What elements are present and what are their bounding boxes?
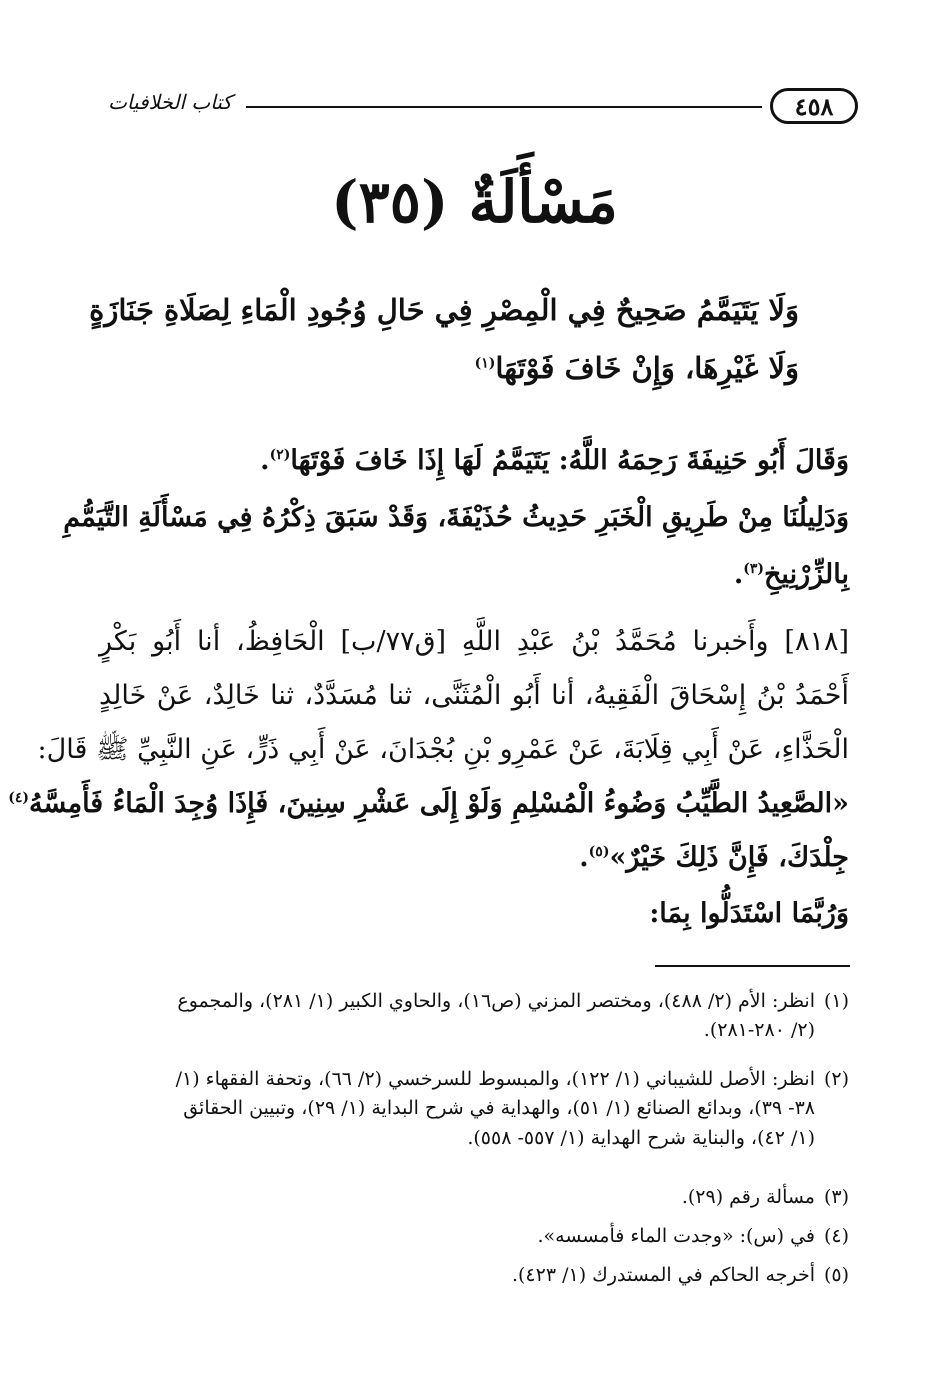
header-rule: [246, 106, 762, 108]
footnote-text: (٢/ ٢٨٠-٢٨١).: [703, 1019, 815, 1042]
statement-text: وَلَا غَيْرِهَا، وَإِنْ خَافَ فَوْتَهَا: [495, 351, 799, 385]
paragraph-text: وَدَلِيلُنَا مِنْ طَرِيقِ الْخَبَرِ حَدِيثُ حُذَيْفَةَ، وَقَدْ سَبَقَ ذِكْرُهُ فِي مَسْأَلَةِ التَّيَمُّمِ: [63, 502, 849, 533]
footnote-number: (٣): [823, 1186, 849, 1208]
footnote-text: مسألة رقم (٢٩).: [681, 1186, 815, 1208]
footnote-ref: (٢): [269, 447, 291, 463]
statement-text: وَلَا يَتَيَمَّمُ صَحِيحٌ فِي الْمِصْرِ فِي حَالِ وُجُودِ الْمَاءِ لِصَلَاةِ جَنَازَةٍ: [89, 293, 799, 327]
footnote-number: (١): [823, 990, 849, 1012]
footnote-text: انظر: الأم (٢/ ٤٨٨)، ومختصر المزني (ص١٦)، والحاوي الكبير (١/ ٢٨١)، والمجموع: [177, 990, 815, 1012]
hadith-line-4: [8, 786, 849, 821]
footnote-number: (٢): [823, 1068, 849, 1090]
footnote-ref: (٥): [588, 844, 610, 860]
issue-statement-line-2: [149, 350, 799, 388]
footnote-2: [99, 1065, 849, 1153]
paragraph-text: وَقَالَ أَبُو حَنِيفَةَ رَحِمَهُ اللَّهُ: يَتَيَمَّمُ لَهَا إِذَا خَافَ فَوْتَهَا: [290, 445, 849, 476]
hadith-line-5: [99, 840, 849, 875]
paragraph-evidence-line-2: [99, 557, 849, 592]
footnote-ref: (٤): [8, 790, 30, 806]
hadith-text: «الصَّعِيدُ الطَّيِّبُ وَضُوءُ الْمُسْلِمِ وَلَوْ إِلَى عَشْرِ سِنِينَ، فَإِذَا وُجِدَ الْمَاءُ فَأَمِسَّهُ: [29, 788, 849, 819]
hadith-text: الْحَذَّاءِ، عَنْ أَبِي قِلَابَةَ، عَنْ عَمْرِو بْنِ بُجْدَانَ، عَنْ أَبِي ذَرٍّ، عَنِ النَّبِيِّ ﷺ قَالَ:: [37, 734, 849, 765]
hadith-text: جِلْدَكَ، فَإِنَّ ذَلِكَ خَيْرٌ»: [609, 842, 849, 873]
issue-statement-line-1: [89, 292, 799, 330]
page-number: ٤٥٨: [770, 88, 858, 124]
paragraph-evidence-line-1: [63, 500, 849, 535]
hadith-line-3: [37, 732, 849, 767]
punctuation: .: [260, 445, 270, 476]
footnote-1: [99, 987, 849, 1046]
paragraph-text: بِالزِّرْنِيخِ: [764, 559, 849, 590]
footnote-text: ٣٨- ٣٩)، وبدائع الصنائع (١/ ٥١)، والهداية في شرح البداية (١/ ٢٩)، وتبيين الحقائق: [183, 1097, 815, 1120]
footnote-text: انظر: الأصل للشيباني (١/ ١٢٢)، والمبسوط للسرخسي (٢/ ٦٦)، وتحفة الفقهاء (١/: [175, 1068, 815, 1090]
footnote-5: [99, 1261, 849, 1290]
footnote-text: أخرجه الحاكم في المستدرك (١/ ٤٢٣).: [511, 1264, 815, 1286]
footnote-3: [99, 1183, 849, 1212]
footnote-text: (١/ ٤٢)، والبناية شرح الهداية (١/ ٥٥٧- ٥٥٨).: [467, 1126, 815, 1149]
hadith-line-2: [99, 678, 849, 713]
issue-title: مَسْأَلَةٌ (٣٥): [331, 168, 618, 236]
hadith-text: [٨١٨] وأَخبرنا مُحَمَّدُ بْنُ عَبْدِ اللَّهِ [ق٧٧/ب] الْحَافِظُ، أنا أَبُو بَكْرٍ: [99, 626, 850, 657]
book-title: كتاب الخلافيات: [108, 90, 232, 114]
footnote-text: في (س): «وجدت الماء فأمسسه».: [537, 1225, 815, 1247]
footnote-separator: [655, 965, 850, 967]
footnote-number: (٤): [823, 1225, 849, 1247]
paragraph-they-argue: [99, 896, 849, 931]
footnote-ref: (١): [474, 355, 496, 372]
punctuation: .: [579, 842, 589, 873]
paragraph-text: وَرُبَّمَا اسْتَدَلُّوا بِمَا:: [649, 898, 849, 929]
punctuation: .: [733, 559, 744, 590]
hadith-line-1: [99, 624, 849, 659]
paragraph-abu-hanifa: [99, 443, 849, 478]
footnote-number: (٥): [823, 1264, 849, 1286]
hadith-text: أَحْمَدُ بْنُ إِسْحَاقَ الْفَقِيهُ، أنا أَبُو الْمُثَنَّى، ثنا مُسَدَّدٌ، ثنا خَالِدٌ، عَنْ خَالِدٍ: [99, 680, 849, 711]
footnote-4: [99, 1222, 849, 1251]
page-header: [96, 82, 858, 130]
footnote-ref: (٣): [743, 561, 764, 577]
